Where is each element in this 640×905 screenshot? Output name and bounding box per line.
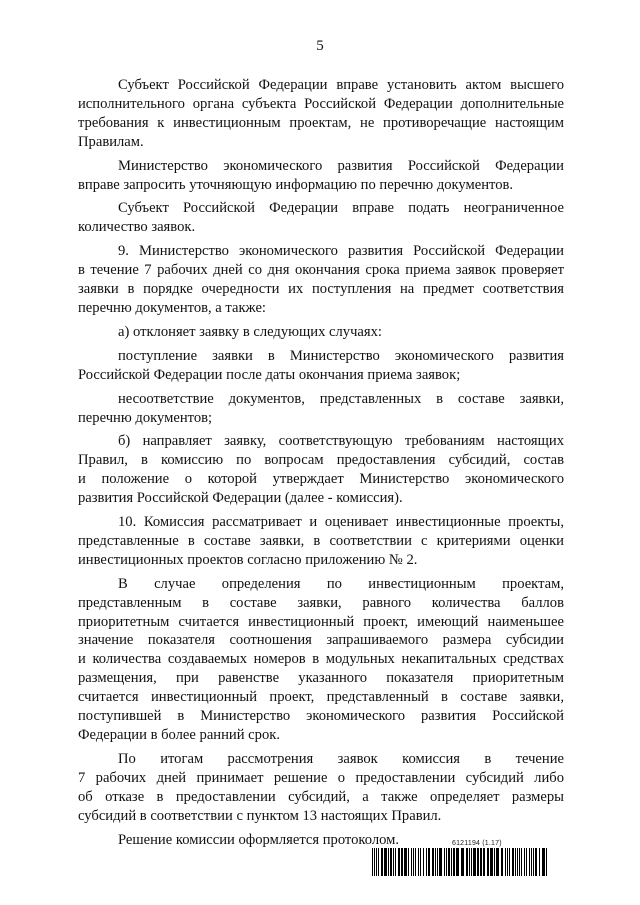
barcode-bar — [374, 848, 375, 876]
barcode-bar — [372, 848, 373, 876]
barcode-bar — [395, 848, 396, 876]
barcode-bar — [512, 848, 514, 876]
paragraph — [78, 513, 564, 570]
barcode-image — [372, 848, 550, 876]
paragraph-line: Решение комиссии оформляется протоколом. — [118, 831, 400, 848]
paragraph-line: 9. Министерство экономического развития Российской Федерации — [118, 243, 564, 260]
barcode-bar — [515, 848, 516, 876]
barcode-bar — [483, 848, 485, 876]
paragraph-line: несоответствие документов, представленных в составе заявки, — [118, 390, 564, 407]
paragraph-line: поступившей в Министерство экономического развития Российской — [78, 708, 564, 725]
barcode-bar — [381, 848, 383, 876]
paragraph-line: субсидий в соответствии с пунктом 13 настоящих Правил. — [78, 807, 442, 824]
barcode-bar — [378, 848, 379, 876]
barcode-bar — [471, 848, 472, 876]
barcode-bar — [529, 848, 530, 876]
barcode-bar — [531, 848, 532, 876]
barcode-bar — [469, 848, 470, 876]
paragraph-line: исполнительного органа субъекта Российской Федерации дополнительные — [78, 95, 564, 112]
paragraph-line: Министерство экономического развития Российской Федерации — [118, 157, 564, 174]
paragraph-line: заявки в порядке очередности их поступления на предмет соответствия — [78, 281, 564, 298]
barcode-bar — [480, 848, 482, 876]
paragraph-line: требования к инвестиционным проектам, не противоречащие настоящим — [78, 114, 564, 131]
paragraph-line: количество заявок. — [78, 219, 196, 236]
paragraph-line: Правилам. — [78, 133, 144, 150]
paragraph — [78, 432, 564, 508]
barcode-bar — [490, 848, 493, 876]
paragraph-line: Федерации в более ранний срок. — [78, 727, 280, 743]
paragraph — [78, 199, 564, 237]
paragraph — [78, 242, 564, 318]
barcode-bar — [432, 848, 434, 876]
paragraph-line: В случае определения по инвестиционным проектам, — [118, 575, 564, 592]
barcode-bar — [456, 848, 459, 876]
barcode-bar — [444, 848, 445, 876]
paragraph-line: По итогам рассмотрения заявок комиссия в течение — [118, 750, 564, 767]
barcode-bar — [501, 848, 503, 876]
barcode-bar — [533, 848, 534, 876]
paragraph-line: Правил, в комиссию по вопросам предоставления субсидий, состав — [78, 452, 564, 469]
paragraph-line: а) отклоняет заявку в следующих случаях: — [118, 323, 382, 340]
paragraph-line: 10. Комиссия рассматривает и оценивает инвестиционные проекты, — [118, 514, 564, 531]
paragraph — [78, 76, 564, 152]
barcode-bar — [461, 848, 464, 876]
barcode-bar — [404, 848, 407, 876]
barcode-bar — [473, 848, 476, 876]
paragraph — [78, 347, 564, 385]
barcode-bar — [413, 848, 414, 876]
paragraph-line: представленные в составе заявки, в соответствии с критериями оценки — [78, 532, 564, 549]
paragraph-line: значение показателя соотношения запрашиваемого размера субсидии — [78, 632, 564, 649]
barcode-bar — [507, 848, 508, 876]
paragraph-line: и количества создаваемых номеров в модульных некапитальных средствах — [78, 651, 564, 668]
document-body — [78, 76, 564, 854]
paragraph-line: б) направляет заявку, соответствующую требованиям настоящих — [118, 433, 564, 450]
barcode-bar — [418, 848, 419, 876]
barcode-block — [372, 840, 550, 876]
barcode-bar — [411, 848, 412, 876]
barcode-bar — [524, 848, 525, 876]
paragraph-line: перечню документов, а также: — [78, 299, 266, 316]
paragraph-line: инвестиционных проектов согласно приложению № 2. — [78, 551, 418, 568]
barcode-bar — [439, 848, 442, 876]
paragraph-line: об отказе в предоставлении субсидий, а также определяет размеры — [78, 788, 564, 805]
barcode-bar — [415, 848, 416, 876]
paragraph-line: в течение 7 рабочих дней со дня окончания срока приема заявок проверяет — [78, 262, 564, 279]
paragraph-line: развития Российской Федерации (далее - комиссия). — [78, 490, 403, 507]
barcode-bar — [535, 848, 537, 876]
barcode-bar — [420, 848, 421, 876]
barcode-bar — [435, 848, 436, 876]
barcode-bar — [526, 848, 527, 876]
paragraph — [78, 390, 564, 428]
barcode-bar — [388, 848, 389, 876]
barcode-bar — [376, 848, 377, 876]
barcode-bar — [539, 848, 540, 876]
barcode-bar — [519, 848, 520, 876]
paragraph — [78, 575, 564, 745]
barcode-bar — [494, 848, 495, 876]
paragraph-line: Субъект Российской Федерации вправе установить актом высшего — [118, 77, 564, 93]
barcode-bar — [384, 848, 387, 876]
barcode-bar — [448, 848, 450, 876]
paragraph-line: приоритетным считается инвестиционный проект, имеющий наименьшее — [78, 613, 564, 630]
paragraph — [78, 750, 564, 826]
barcode-bar — [437, 848, 438, 876]
barcode-bar — [390, 848, 392, 876]
paragraph-line: 7 рабочих дней принимает решение о предоставлении субсидий либо — [78, 769, 564, 786]
paragraph-line: перечню документов; — [78, 409, 213, 426]
barcode-bar — [477, 848, 479, 876]
barcode-bar — [466, 848, 468, 876]
barcode-bar — [446, 848, 447, 876]
barcode-bar — [521, 848, 522, 876]
paragraph-line: Российской Федерации после даты окончания приема заявок; — [78, 366, 461, 383]
barcode-bar — [401, 848, 403, 876]
barcode-bar — [428, 848, 430, 876]
paragraph-line: вправе запросить уточняющую информацию по перечню документов. — [78, 176, 514, 193]
paragraph — [78, 323, 564, 342]
paragraph-line: представленным в составе заявки, равного количества баллов — [78, 594, 564, 611]
barcode-bar — [542, 848, 545, 876]
paragraph-line: Субъект Российской Федерации вправе подать неограниченное — [118, 200, 564, 217]
barcode-bar — [546, 848, 547, 876]
barcode-bar — [398, 848, 400, 876]
barcode-bar — [509, 848, 510, 876]
paragraph — [78, 157, 564, 195]
barcode-bar — [423, 848, 424, 876]
barcode-bar — [505, 848, 506, 876]
barcode-bar — [426, 848, 427, 876]
barcode-bar — [393, 848, 394, 876]
paragraph-line: и положение о которой утверждает Министерство экономического — [78, 471, 564, 488]
barcode-bar — [487, 848, 489, 876]
barcode-bar — [408, 848, 409, 876]
paragraph-line: размещения, при равенстве указанного показателя приоритетным — [78, 670, 564, 687]
paragraph-line: считается инвестиционный проект, представленный в составе заявки, — [78, 689, 564, 706]
barcode-id: 6121194 (1.17) — [452, 840, 502, 847]
paragraph-line: поступление заявки в Министерство экономического развития — [118, 347, 564, 364]
barcode-bar — [453, 848, 455, 876]
page-number: 5 — [316, 38, 324, 54]
barcode-bar — [496, 848, 499, 876]
barcode-bar — [517, 848, 518, 876]
barcode-bar — [451, 848, 452, 876]
